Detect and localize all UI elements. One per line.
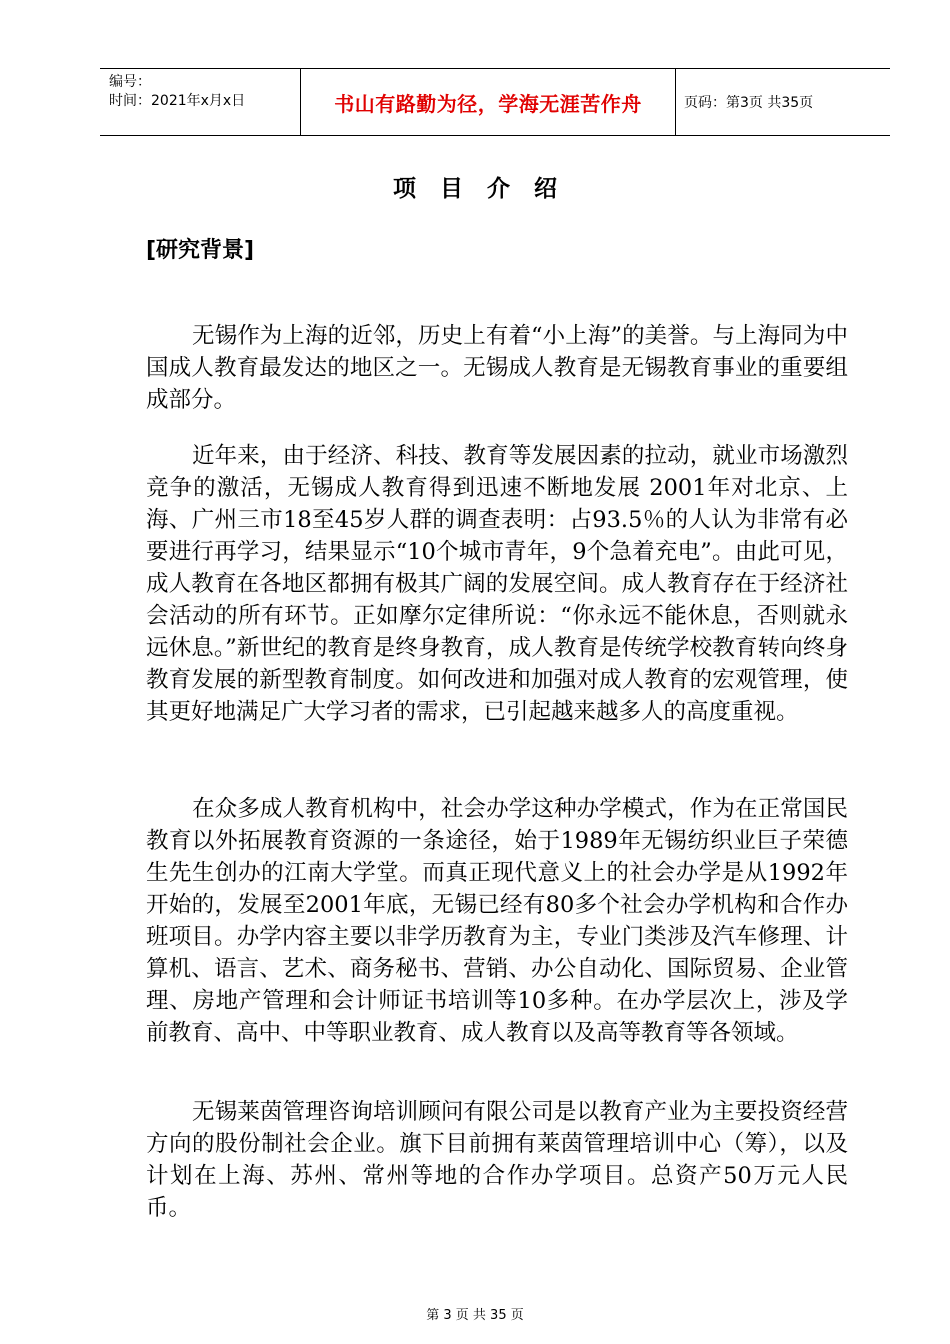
paragraph-text: 在众多成人教育机构中，社会办学这种办学模式，作为在正常国民教育以外拓展教育资源的一条途径，始于1989年无锡纺织业巨子荣德生先生创办的江南大学堂。而真正现代意义上的社会办学是从1992年开始的，发展至2001年底，无锡已经有80多个社会办学机构和合作办班项目。办学内容主要以非学历教育为主，专业门类涉及汽车修理、计算机、语言、艺术、商务秘书、营销、办公自动化、国际贸易、企业管理、房地产管理和会计师证书培训等10多种。在办学层次上，涉及学前教育、高中、中等职业教育、成人教育以及高等教育等各领域。 [146, 796, 848, 1046]
header-meta [100, 69, 301, 135]
header-motto: 书山有路勤为径，学海无涯苦作舟 [301, 69, 676, 135]
paragraph-1 [146, 320, 848, 416]
header-page-info: 页码：第3页 共35页 [684, 95, 814, 111]
paragraph-2 [146, 440, 848, 728]
paragraph-4 [146, 1096, 848, 1224]
time-label: 时间：2021年x月x日 [109, 93, 246, 109]
number-label: 编号： [109, 74, 151, 90]
paragraph-text: 近年来，由于经济、科技、教育等发展因素的拉动，就业市场激烈竞争的激活，无锡成人教育得到迅速不断地发展 2001年对北京、上海、广州三市18至45岁人群的调查表明：占93.5％的人认为非常有必要进行再学习，结果显示“10个城市青年，9个急着充电”。由此可见，成人教育在各地区都拥有极其广阔的发展空间。成人教育存在于经济社会活动的所有环节。正如摩尔定律所说：“你永远不能休息，否则就永远休息。”新世纪的教育是终身教育，成人教育是传统学校教育转向终身教育发展的新型教育制度。如何改进和加强对成人教育的宏观管理，使其更好地满足广大学习者的需求，已引起越来越多人的高度重视。 [146, 443, 848, 725]
section-heading: [研究背景] [146, 238, 255, 263]
paragraph-text: 无锡莱茵管理咨询培训顾问有限公司是以教育产业为主要投资经营方向的股份制社会企业。旗下目前拥有莱茵管理培训中心（筹），以及计划在上海、苏州、常州等地的合作办学项目。总资产50万元人民币。 [146, 1099, 848, 1221]
paragraph-text: 无锡作为上海的近邻，历史上有着“小上海”的美誉。与上海同为中国成人教育最发达的地区之一。无锡成人教育是无锡教育事业的重要组成部分。 [146, 323, 848, 413]
page-header [100, 68, 890, 136]
page-footer: 第 3 页 共 35 页 [426, 1308, 524, 1323]
document-title: 项目介绍 [393, 176, 581, 202]
paragraph-3 [146, 793, 848, 1049]
